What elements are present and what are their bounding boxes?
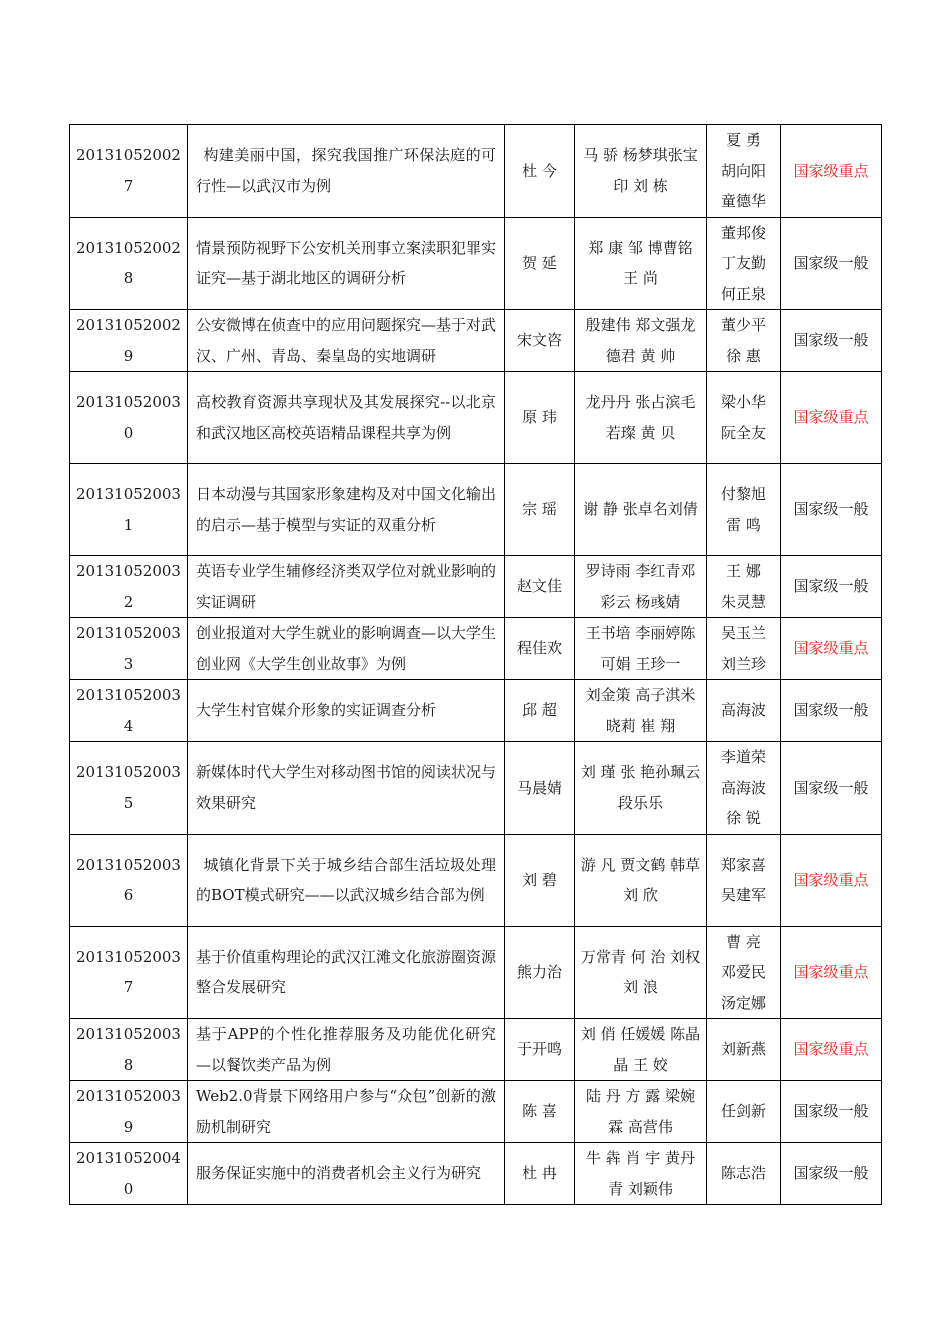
project-title-cell: 新媒体时代大学生对移动图书馆的阅读状况与效果研究 [188,742,505,835]
project-advisors-cell [707,125,781,218]
project-level-cell: 国家级一般 [781,217,882,310]
project-leader-cell: 宋文咨 [505,310,575,372]
advisor-name: 雷 鸣 [726,515,761,534]
project-id-cell: 201310520033 [70,618,188,680]
project-leader-cell: 宗 瑶 [505,464,575,556]
project-table-body [70,125,882,1205]
project-id-cell: 201310520036 [70,834,188,926]
project-leader-cell: 程佳欢 [505,618,575,680]
advisor-name: 胡向阳 [720,161,766,180]
project-members-cell: 龙丹丹 张占滨毛若璨 黄 贝 [575,372,707,464]
project-advisors-cell [707,618,781,680]
advisor-name: 付黎旭 [720,485,766,503]
table-row [70,1019,882,1081]
project-title-cell: 构建美丽中国，探究我国推广环保法庭的可行性—以武汉市为例 [188,125,505,218]
advisor-name: 任剑新 [720,1102,766,1121]
table-row [70,1081,882,1143]
table-row [70,556,882,618]
project-title-cell: 公安微博在侦查中的应用问题探究—基于对武汉、广州、青岛、秦皇岛的实地调研 [188,310,505,372]
advisor-name: 阮全友 [720,423,766,442]
project-level-cell: 国家级重点 [781,125,882,218]
advisor-name: 高海波 [720,701,766,720]
project-level-cell: 国家级重点 [781,618,882,680]
project-level-cell: 国家级重点 [781,834,882,926]
project-title-cell: Web2.0背景下网络用户参与“众包”创新的激励机制研究 [188,1081,505,1143]
table-row [70,125,882,218]
project-members-cell: 游 凡 贾文鹤 韩草 刘 欣 [575,834,707,926]
project-members-cell: 刘 俏 任媛媛 陈晶晶 王 姣 [575,1019,707,1081]
table-row [70,464,882,556]
advisor-name: 王 娜 [726,562,761,580]
project-level-cell: 国家级一般 [781,742,882,835]
project-leader-cell: 马晨婧 [505,742,575,835]
project-title-cell: 日本动漫与其国家形象建构及对中国文化输出的启示—基于模型与实证的双重分析 [188,464,505,556]
project-leader-cell: 陈 喜 [505,1081,575,1143]
project-title-cell: 大学生村官媒介形象的实证调查分析 [188,680,505,742]
project-advisors-cell [707,1143,781,1205]
project-title-cell: 创业报道对大学生就业的影响调查—以大学生创业网《大学生创业故事》为例 [188,618,505,680]
advisor-name: 朱灵慧 [720,592,766,611]
project-advisors-cell [707,742,781,835]
project-level-cell: 国家级重点 [781,372,882,464]
project-id-cell: 201310520032 [70,556,188,618]
project-leader-cell: 邱 超 [505,680,575,742]
project-advisors-cell [707,464,781,556]
project-title-cell: 服务保证实施中的消费者机会主义行为研究 [188,1143,505,1205]
advisor-name: 徐 惠 [726,346,761,365]
project-level-cell: 国家级一般 [781,464,882,556]
project-members-cell: 罗诗雨 李红青邓彩云 杨彧婧 [575,556,707,618]
project-members-cell: 王书培 李丽婷陈可娟 王珍一 [575,618,707,680]
project-members-cell: 殷建伟 郑文强龙德君 黄 帅 [575,310,707,372]
project-id-cell: 201310520028 [70,217,188,310]
advisor-name: 吴建军 [720,886,766,904]
project-members-cell: 郑 康 邹 博曹铭 王 尚 [575,217,707,310]
advisor-name: 童德华 [720,192,766,210]
project-title-cell: 城镇化背景下关于城乡结合部生活垃圾处理的BOT模式研究——以武汉城乡结合部为例 [188,834,505,926]
advisor-name: 徐 锐 [726,809,761,827]
project-leader-cell: 于开鸣 [505,1019,575,1081]
advisor-name: 郑家喜 [720,855,766,874]
project-leader-cell: 熊力治 [505,926,575,1019]
project-title-cell: 基于价值重构理论的武汉江滩文化旅游圈资源整合发展研究 [188,926,505,1019]
table-row [70,618,882,680]
project-id-cell: 201310520029 [70,310,188,372]
table-row [70,1143,882,1205]
project-members-cell: 陆 丹 方 露 梁婉霖 高营伟 [575,1081,707,1143]
project-members-cell: 谢 静 张卓名刘倩 [575,464,707,556]
project-leader-cell: 贺 延 [505,217,575,310]
table-row [70,372,882,464]
project-members-cell: 马 骄 杨梦琪张宝印 刘 栋 [575,125,707,218]
table-row [70,742,882,835]
advisor-name: 陈志浩 [720,1164,766,1183]
project-id-cell: 201310520037 [70,926,188,1019]
project-id-cell: 201310520034 [70,680,188,742]
table-row [70,680,882,742]
table-row [70,217,882,310]
project-members-cell: 牛 犇 肖 宇 黄丹青 刘颖伟 [575,1143,707,1205]
project-level-cell: 国家级一般 [781,1081,882,1143]
advisor-name: 高海波 [720,778,766,797]
project-leader-cell: 杜 冉 [505,1143,575,1205]
project-members-cell: 万常青 何 治 刘权 刘 浪 [575,926,707,1019]
advisor-name: 董少平 [720,316,766,334]
project-advisors-cell [707,217,781,310]
advisor-name: 刘兰珍 [720,654,766,673]
advisor-name: 董邦俊 [720,223,766,242]
project-level-cell: 国家级一般 [781,1143,882,1205]
project-id-cell: 201310520040 [70,1143,188,1205]
advisor-name: 吴玉兰 [720,624,766,642]
advisor-name: 刘新燕 [720,1040,766,1059]
project-title-cell: 高校教育资源共享现状及其发展探究--以北京和武汉地区高校英语精品课程共享为例 [188,372,505,464]
advisor-name: 丁友勤 [720,254,766,272]
project-advisors-cell [707,680,781,742]
advisor-name: 邓爱民 [720,963,766,981]
advisor-name: 李道荣 [720,748,766,766]
project-title-cell: 基于APP的个性化推荐服务及功能优化研究—以餐饮类产品为例 [188,1019,505,1081]
project-advisors-cell [707,834,781,926]
project-title-cell: 情景预防视野下公安机关刑事立案渎职犯罪实证究—基于湖北地区的调研分析 [188,217,505,310]
project-table [69,124,882,1205]
project-level-cell: 国家级一般 [781,310,882,372]
project-advisors-cell [707,1081,781,1143]
advisor-name: 汤定娜 [720,993,766,1012]
project-leader-cell: 刘 碧 [505,834,575,926]
project-title-cell: 英语专业学生辅修经济类双学位对就业影响的实证调研 [188,556,505,618]
project-advisors-cell [707,372,781,464]
project-leader-cell: 原 玮 [505,372,575,464]
project-level-cell: 国家级一般 [781,680,882,742]
project-id-cell: 201310520031 [70,464,188,556]
project-id-cell: 201310520035 [70,742,188,835]
table-row [70,310,882,372]
project-advisors-cell [707,556,781,618]
project-id-cell: 201310520030 [70,372,188,464]
advisor-name: 夏 勇 [726,131,761,149]
project-id-cell: 201310520038 [70,1019,188,1081]
table-row [70,834,882,926]
advisor-name: 何正泉 [720,284,766,303]
project-leader-cell: 赵文佳 [505,556,575,618]
table-row [70,926,882,1019]
project-members-cell: 刘 瑾 张 艳孙珮云 段乐乐 [575,742,707,835]
project-advisors-cell [707,310,781,372]
project-advisors-cell [707,1019,781,1081]
project-level-cell: 国家级一般 [781,556,882,618]
project-leader-cell: 杜 今 [505,125,575,218]
project-level-cell: 国家级重点 [781,1019,882,1081]
advisor-name: 梁小华 [720,393,766,411]
project-advisors-cell [707,926,781,1019]
project-level-cell: 国家级重点 [781,926,882,1019]
advisor-name: 曹 亮 [726,932,761,951]
project-id-cell: 201310520027 [70,125,188,218]
project-members-cell: 刘金策 高子淇米晓莉 崔 翔 [575,680,707,742]
project-id-cell: 201310520039 [70,1081,188,1143]
